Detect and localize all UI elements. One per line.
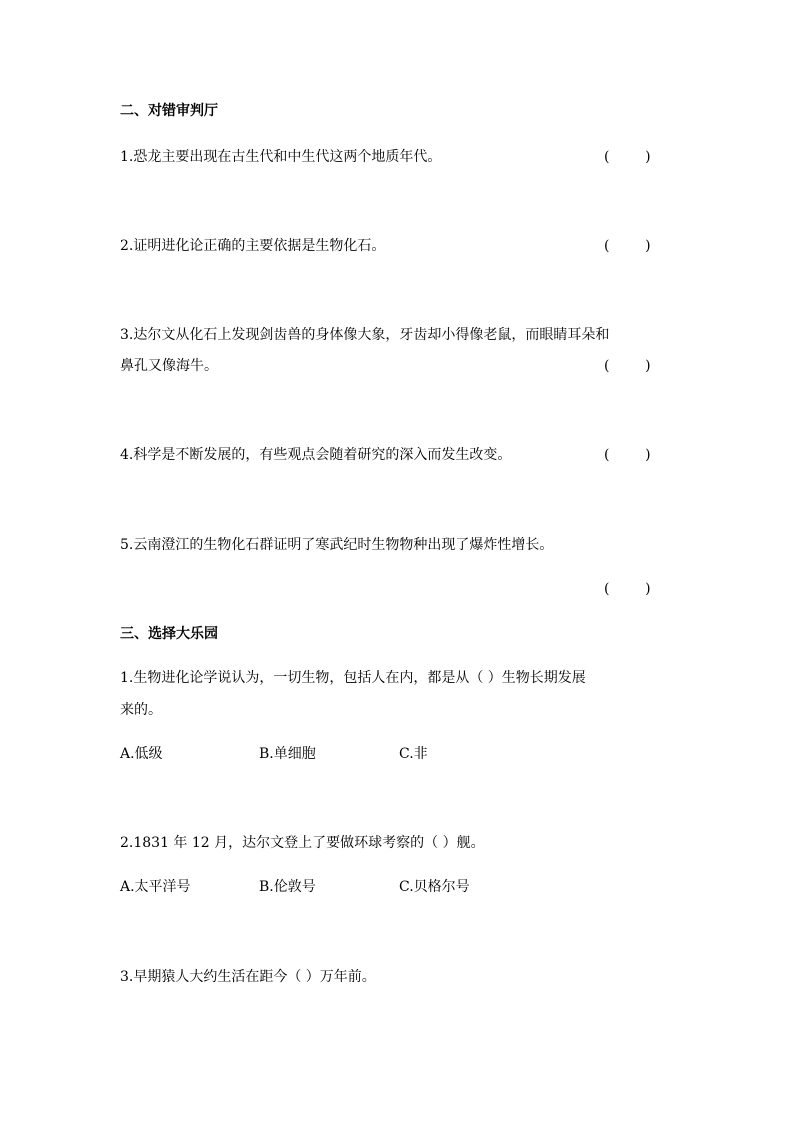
answer-paren-tf-2[interactable]: ( )	[604, 238, 651, 254]
answer-paren-tf-4[interactable]: ( )	[604, 447, 651, 463]
answer-paren-tf-1[interactable]: ( )	[604, 149, 651, 165]
question-tf-3-line-1: 3.达尔文从化石上发现剑齿兽的身体像大象，牙齿却小得像老鼠，而眼睛耳朵和	[120, 327, 610, 343]
answer-paren-tf-5[interactable]: ( )	[604, 581, 651, 597]
option-mc-2-a[interactable]: A.太平洋号	[120, 879, 191, 895]
answer-paren-tf-3[interactable]: ( )	[604, 358, 651, 374]
question-tf-2-line-1: 2.证明进化论正确的主要依据是生物化石。	[120, 238, 386, 254]
question-mc-3-line-1: 3.早期猿人大约生活在距今（ ）万年前。	[120, 969, 376, 985]
option-mc-1-c[interactable]: C.非	[399, 746, 428, 762]
option-mc-2-c[interactable]: C.贝格尔号	[399, 879, 470, 895]
question-mc-1-line-2: 来的。	[120, 702, 162, 718]
section-heading-true-false: 二、对错审判厅	[120, 103, 218, 119]
option-mc-1-b[interactable]: B.单细胞	[259, 746, 316, 762]
section-heading-multiple-choice: 三、选择大乐园	[120, 626, 218, 642]
option-mc-2-b[interactable]: B.伦敦号	[259, 879, 316, 895]
question-tf-3-line-2: 鼻孔又像海牛。	[120, 358, 218, 374]
question-mc-2-line-1: 2.1831 年 12 月，达尔文登上了要做环球考察的（ ）舰。	[120, 835, 485, 851]
option-mc-1-a[interactable]: A.低级	[120, 746, 163, 762]
question-tf-4-line-1: 4.科学是不断发展的，有些观点会随着研究的深入而发生改变。	[120, 447, 512, 463]
question-tf-5-line-1: 5.云南澄江的生物化石群证明了寒武纪时生物物种出现了爆炸性增长。	[120, 537, 554, 553]
question-tf-1-line-1: 1.恐龙主要出现在古生代和中生代这两个地质年代。	[120, 149, 442, 165]
question-mc-1-line-1: 1.生物进化论学说认为，一切生物，包括人在内，都是从（ ）生物长期发展	[120, 670, 586, 686]
